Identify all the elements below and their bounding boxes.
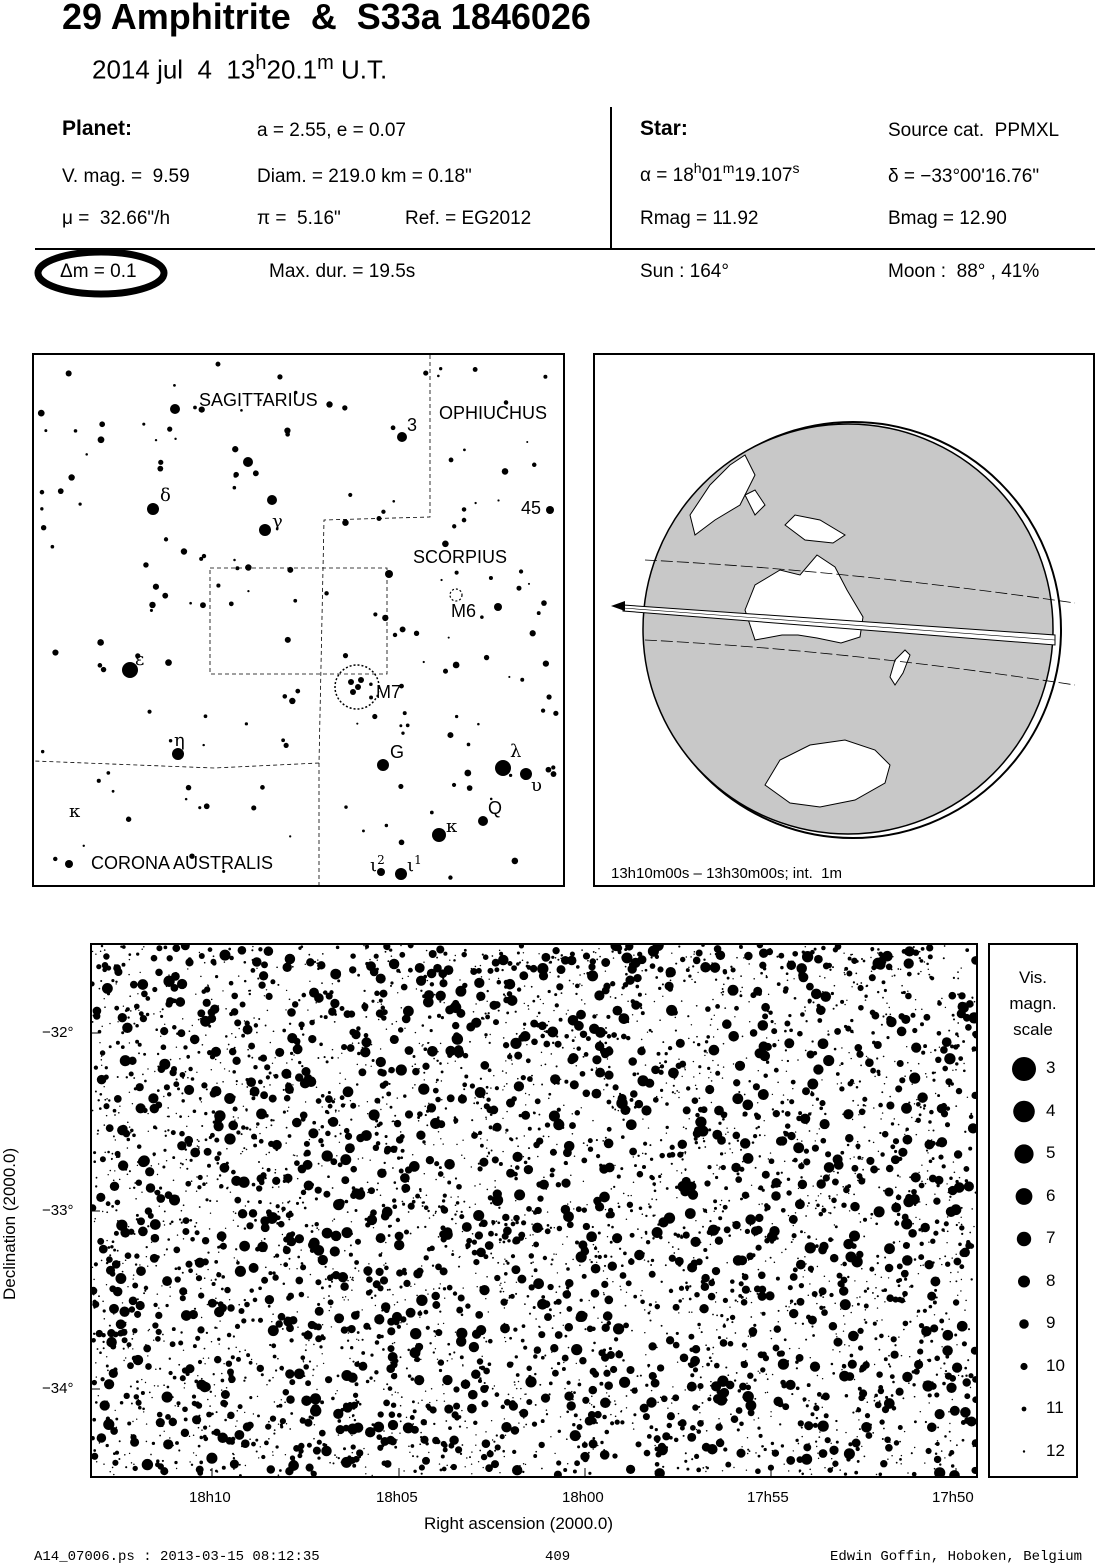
magnitude-scale-dot — [1016, 1188, 1033, 1205]
finder-star — [149, 602, 155, 608]
finder-star — [381, 510, 385, 514]
finder-star — [342, 519, 348, 525]
planet-reference: Ref. = EG2012 — [405, 208, 532, 229]
finder-star — [40, 507, 43, 510]
star-right-ascension: $\alpha = 18^h01^m19.107^s$ — [640, 160, 800, 186]
planet-vmag: V. mag. = 9.59 — [62, 166, 190, 187]
page-title: 29 Amphitrite & S33a 1846026 — [62, 0, 591, 37]
finder-star — [204, 803, 210, 809]
finder-star — [448, 637, 450, 639]
finder-star — [512, 858, 519, 865]
finder-star — [147, 503, 159, 515]
magnitude-scale-dot — [1012, 1057, 1036, 1081]
finder-star — [247, 590, 249, 592]
planet-diameter: Diam. = 219.0 km = 0.18" — [257, 166, 472, 187]
finder-star — [369, 695, 373, 699]
finder-star — [453, 662, 460, 669]
finder-star — [157, 466, 163, 472]
magnitude-scale-dot — [1020, 1363, 1027, 1370]
label-delta: δ — [160, 485, 171, 506]
finder-star — [393, 633, 397, 637]
finder-star — [97, 779, 101, 783]
finder-star — [259, 524, 271, 536]
finder-star — [101, 667, 106, 672]
table-divider-horizontal — [35, 248, 1095, 250]
label-m6: M6 — [451, 601, 477, 621]
finder-star — [284, 743, 289, 748]
finder-star — [439, 367, 442, 370]
finder-star — [289, 835, 291, 837]
finder-star — [251, 805, 256, 810]
finder-star — [546, 767, 552, 773]
finder-star — [463, 448, 466, 451]
finder-star — [392, 500, 395, 503]
finder-star — [551, 765, 555, 769]
finder-star — [464, 770, 471, 777]
finder-star — [480, 615, 484, 619]
star-bmag: Bmag = 12.90 — [888, 208, 1007, 229]
finder-star — [181, 548, 187, 554]
finder-star — [216, 362, 221, 367]
y-tick-minus33: −33° — [42, 1202, 74, 1219]
magnitude-scale-title: Vis. magn. scale — [1009, 968, 1057, 1039]
star-field-chart — [90, 943, 978, 1478]
finder-star — [395, 868, 407, 880]
table-divider-vertical — [610, 107, 612, 249]
finder-star — [112, 790, 115, 793]
finder-star — [437, 375, 440, 378]
finder-star — [448, 875, 452, 879]
finder-star — [98, 663, 103, 668]
finder-star — [502, 468, 509, 475]
finder-star — [153, 584, 159, 590]
finder-star — [467, 743, 471, 747]
finder-star — [235, 566, 239, 570]
finder-star — [377, 516, 382, 521]
star-heading: Star: — [640, 117, 688, 140]
finder-star — [495, 760, 511, 776]
finder-star — [52, 649, 58, 655]
finder-star — [532, 463, 536, 467]
finder-star — [74, 429, 78, 433]
finder-star — [98, 436, 105, 443]
label-45: 45 — [521, 498, 542, 518]
finder-star — [342, 405, 347, 410]
finder-star — [477, 723, 480, 726]
label-kappa-sco: κ — [446, 816, 458, 837]
magnitude-scale-label: 6 — [1046, 1185, 1056, 1205]
finder-star — [143, 562, 148, 567]
finder-star — [41, 525, 46, 530]
finder-star — [232, 446, 238, 452]
finder-star — [324, 591, 328, 595]
finder-star — [369, 682, 373, 686]
finder-star — [462, 507, 467, 512]
finder-star — [455, 571, 459, 575]
finder-star — [478, 816, 488, 826]
finder-star — [403, 711, 407, 715]
x-axis-label: Right ascension (2000.0) — [424, 1514, 614, 1533]
label-iota1: $\iota^1$ — [407, 853, 422, 876]
finder-star — [282, 694, 287, 699]
finder-star — [185, 798, 188, 801]
finder-star — [385, 570, 393, 578]
y-tick-minus32: −32° — [42, 1024, 74, 1041]
finder-star — [508, 676, 510, 678]
finder-star — [423, 661, 425, 663]
finder-star — [155, 439, 157, 441]
finder-star — [158, 460, 163, 465]
finder-star — [245, 722, 248, 725]
finder-star — [541, 708, 545, 712]
label-gamma: γ — [272, 511, 283, 532]
finder-star — [99, 421, 105, 427]
finder-star — [199, 557, 203, 561]
finder-star — [543, 375, 547, 379]
finder-star — [162, 593, 168, 599]
earth-globe — [595, 355, 1093, 885]
finder-star — [343, 653, 348, 658]
label-upsilon: υ — [531, 775, 542, 796]
finder-star — [170, 404, 180, 414]
finder-star — [358, 677, 364, 683]
footer-author: Edwin Goffin, Hoboken, Belgium — [830, 1549, 1083, 1565]
label-corona-australis: CORONA AUSTRALIS — [91, 853, 274, 873]
label-kappa-cra: κ — [69, 801, 81, 822]
finder-star — [530, 630, 536, 636]
label-epsilon: ε — [135, 649, 145, 670]
globe-time-caption: 13h10m00s – 13h30m00s; int. 1m — [611, 865, 842, 882]
finder-star — [551, 771, 557, 777]
finder-star — [243, 457, 253, 467]
finder-star — [432, 828, 446, 842]
finder-star — [293, 599, 297, 603]
finder-star — [85, 453, 88, 456]
finder-star — [66, 370, 72, 376]
finder-star — [455, 715, 458, 718]
finder-star — [281, 738, 285, 742]
finder-star — [326, 401, 332, 407]
finder-star — [462, 518, 467, 523]
finder-star — [423, 370, 428, 375]
finder-star — [267, 495, 277, 505]
magnitude-scale-dot — [1018, 1276, 1030, 1288]
planet-parallax: π = 5.16" — [257, 208, 341, 229]
finder-star — [385, 824, 388, 827]
finder-star — [473, 367, 478, 372]
label-sagittarius: SAGITTARIUS — [199, 390, 318, 410]
finder-star — [97, 639, 104, 646]
finder-star — [546, 506, 554, 514]
star-field-points — [92, 945, 976, 1476]
finder-star — [520, 678, 524, 682]
label-lambda: λ — [510, 741, 522, 762]
finder-star — [440, 579, 442, 581]
finder-star — [165, 659, 172, 666]
finder-star — [285, 637, 291, 643]
finder-star — [167, 427, 172, 432]
finder-star — [406, 723, 410, 727]
finder-star — [546, 694, 551, 699]
label-eta: η — [174, 730, 185, 751]
finder-star — [44, 429, 47, 432]
finder-star — [83, 845, 85, 847]
x-tick-17h50: 17h50 — [932, 1489, 974, 1506]
label-g: G — [390, 742, 405, 762]
magnitude-scale — [988, 943, 1078, 1478]
finder-star — [348, 679, 354, 685]
finder-star — [541, 600, 547, 606]
magnitude-scale-label: 8 — [1046, 1270, 1056, 1290]
magnitude-scale-dot — [1014, 1144, 1033, 1163]
finder-star — [147, 710, 151, 714]
max-duration: Max. dur. = 19.5s — [269, 261, 416, 282]
finder-star — [467, 785, 473, 791]
delta-magnitude: Δm = 0.1 — [60, 261, 137, 282]
planet-motion: μ = 32.66"/h — [62, 208, 171, 229]
finder-star — [484, 655, 489, 660]
finder-star — [65, 860, 73, 868]
finder-star — [494, 603, 502, 611]
finder-star — [173, 384, 176, 387]
finder-star — [414, 631, 419, 636]
finder-star — [391, 425, 396, 430]
finder-star — [78, 503, 81, 506]
magnitude-scale-label: 10 — [1046, 1355, 1065, 1375]
finder-star — [443, 669, 448, 674]
sun-elongation: Sun : 164° — [640, 261, 729, 282]
star-source-catalog: Source cat. PPMXL — [888, 120, 1060, 141]
magnitude-scale-label: 4 — [1046, 1100, 1056, 1120]
x-tick-18h00: 18h00 — [562, 1489, 604, 1506]
finder-star — [382, 615, 388, 621]
finder-star — [229, 601, 234, 606]
magnitude-scale-label: 3 — [1046, 1058, 1056, 1077]
star-declination: δ = −33°00'16.76" — [888, 166, 1040, 187]
magnitude-scale-label: 11 — [1046, 1398, 1064, 1417]
finder-star — [377, 759, 389, 771]
finder-star — [497, 499, 499, 501]
planet-orbit: a = 2.55, e = 0.07 — [257, 120, 406, 141]
finder-star — [489, 576, 493, 580]
finder-star — [373, 612, 377, 616]
finder-star — [519, 569, 523, 573]
magnitude-scale-dot — [1017, 1232, 1031, 1246]
finder-star — [356, 723, 358, 725]
finder-star — [344, 805, 347, 808]
finder-star — [142, 423, 145, 426]
finder-star — [509, 774, 512, 777]
finder-star — [397, 432, 407, 442]
x-tick-18h05: 18h05 — [376, 1489, 418, 1506]
x-tick-18h10: 18h10 — [189, 1489, 231, 1506]
finder-star — [41, 750, 44, 753]
moon-elongation: Moon : 88° , 41% — [888, 261, 1040, 282]
finder-star — [260, 785, 265, 790]
finder-star — [68, 474, 74, 480]
finder-star — [200, 602, 206, 608]
finder-star — [186, 785, 192, 791]
finder-star — [348, 493, 352, 497]
finder-star — [169, 739, 172, 742]
finder-star — [106, 771, 110, 775]
label-iota2: $\iota^2$ — [370, 853, 385, 876]
y-axis-label: Declination (2000.0) — [0, 1147, 19, 1300]
finder-star — [193, 406, 197, 410]
finder-star — [198, 806, 201, 809]
label-m7: M7 — [376, 682, 402, 702]
magnitude-scale-dot — [1023, 1450, 1025, 1452]
star-rmag: Rmag = 11.92 — [640, 208, 759, 229]
finder-star — [233, 559, 236, 562]
finder-star — [233, 486, 237, 490]
finder-star — [474, 502, 476, 504]
finder-star — [528, 583, 530, 585]
finder-star — [449, 458, 454, 463]
magnitude-scale-dot — [1013, 1101, 1035, 1123]
magnitude-scale-dot — [1022, 1407, 1027, 1412]
magnitude-scale-label: 5 — [1046, 1143, 1056, 1162]
finder-star — [399, 840, 405, 846]
finder-star — [216, 584, 220, 588]
finder-star — [164, 537, 168, 541]
finder-star — [362, 829, 365, 832]
finder-star — [150, 609, 153, 612]
earth-globe-panel — [593, 353, 1095, 887]
magnitude-scale-dot — [1019, 1319, 1029, 1329]
finder-star — [287, 567, 293, 573]
finder-star — [289, 698, 295, 704]
x-tick-17h55: 17h55 — [747, 1489, 789, 1506]
finder-star — [189, 602, 192, 605]
finder-star — [245, 564, 251, 570]
finder-star — [452, 783, 456, 787]
finder-star — [58, 488, 64, 494]
finder-chart — [32, 353, 565, 887]
finder-star — [350, 689, 356, 695]
finder-star — [253, 470, 259, 476]
finder-star — [372, 714, 377, 719]
finder-star — [51, 545, 55, 549]
finder-star — [399, 724, 402, 727]
magnitude-scale-dots — [990, 945, 1076, 1476]
finder-star — [452, 524, 456, 528]
y-tick-minus34: −34° — [42, 1380, 74, 1397]
finder-star — [430, 811, 434, 815]
finder-star — [355, 684, 361, 690]
finder-star — [398, 784, 403, 789]
finder-star — [543, 661, 549, 667]
finder-star — [40, 490, 45, 495]
event-datetime: 2014 jul 4 13$^h$20.1$^m$ U.T. — [92, 52, 388, 85]
finder-star — [277, 374, 282, 379]
finder-star — [516, 586, 521, 591]
magnitude-scale-label: 9 — [1046, 1313, 1056, 1332]
finder-star — [400, 626, 406, 632]
finder-star — [524, 777, 527, 780]
label-ophiuchus: OPHIUCHUS — [439, 403, 548, 423]
finder-star — [553, 711, 558, 716]
finder-star — [295, 689, 300, 694]
label-scorpius: SCORPIUS — [413, 547, 508, 567]
label-3: 3 — [407, 415, 418, 435]
finder-star — [53, 857, 57, 861]
finder-star — [537, 611, 541, 615]
finder-star — [204, 714, 208, 718]
finder-star — [38, 410, 45, 417]
magnitude-scale-label: 7 — [1046, 1228, 1056, 1247]
planet-heading: Planet: — [62, 117, 133, 140]
magnitude-scale-label: 12 — [1046, 1440, 1065, 1460]
finder-star — [285, 432, 290, 437]
label-q: Q — [488, 798, 503, 818]
finder-chart-stars — [34, 355, 563, 885]
finder-star — [447, 732, 453, 738]
footer-file: A14_07006.ps : 2013-03-15 08:12:35 — [34, 1549, 320, 1565]
finder-star — [174, 438, 176, 440]
finder-star — [233, 474, 237, 478]
finder-star — [202, 744, 204, 746]
footer-page-number: 409 — [545, 1549, 571, 1565]
finder-star — [126, 817, 131, 822]
finder-star — [401, 731, 404, 734]
finder-star — [526, 441, 528, 443]
